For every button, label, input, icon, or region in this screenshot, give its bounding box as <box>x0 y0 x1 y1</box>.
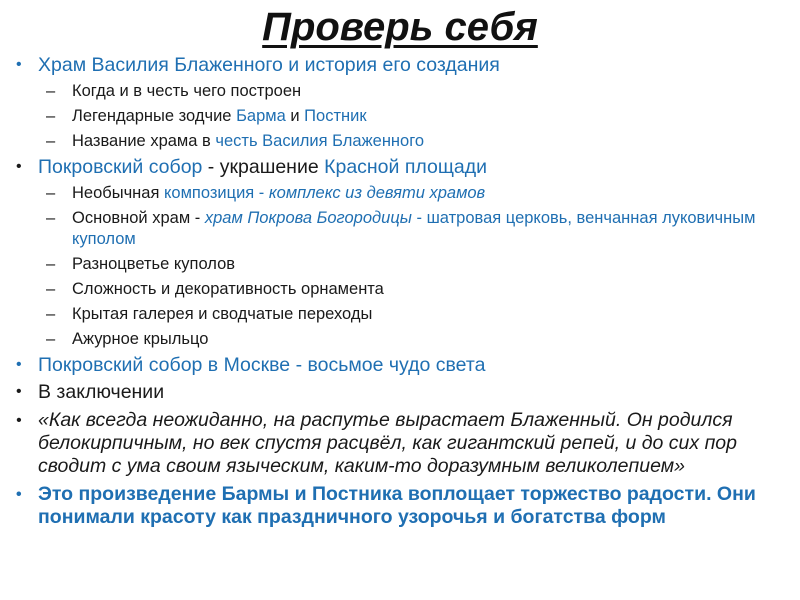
bullet-marker: • <box>16 412 22 429</box>
sub-item-main-church <box>14 208 784 250</box>
highlight-text: честь Василия Блаженного <box>215 132 425 150</box>
sub-item-composition <box>14 183 784 204</box>
sub-item-gallery <box>14 304 784 325</box>
bullet-text: Покровский собор в Москве - восьмое чудо света <box>38 354 486 376</box>
sub-item-text: Название храма в <box>72 132 216 150</box>
bullet-text: - украшение <box>202 156 325 178</box>
highlight-text: - шатровая церковь, венчанная луковичным куполом <box>72 209 756 248</box>
sub-item-text: Сложность и декоративность орнамента <box>72 280 384 298</box>
sub-item-when-built <box>14 81 784 102</box>
highlight-text: композиция - <box>163 184 269 202</box>
sub-item-porch <box>14 329 784 350</box>
highlight-text: Покровский собор <box>38 156 203 178</box>
bullet-item-conclusion <box>14 380 784 404</box>
sub-item-text: Разноцветье куполов <box>72 255 236 273</box>
dash-marker: – <box>46 209 56 227</box>
bullet-item-quote <box>14 409 784 478</box>
bullet-item-final <box>14 483 784 529</box>
bullet-text: Храм Василия Блаженного и история его создания <box>38 54 500 76</box>
dash-marker: – <box>46 132 56 150</box>
sub-item-text: Легендарные зодчие <box>72 107 237 125</box>
sub-item-text: Когда и в честь чего построен <box>72 82 302 100</box>
highlight-italic-text: храм Покрова Богородицы <box>204 209 412 227</box>
sub-item-text: Крытая галерея и сводчатые переходы <box>72 305 373 323</box>
bullet-text: Это произведение Бармы и Постника воплощает торжество радости. Они понимали красоту как праздничного узорочья и богатства форм <box>38 483 756 528</box>
dash-marker: – <box>46 184 56 202</box>
sub-item-architects <box>14 106 784 127</box>
quote-text: «Как всегда неожиданно, на распутье вырастает Блаженный. Он родился белокирпичным, но век спустя расцвёл, как гигантский репей, и до сих пор сводит с ума своим языческим, каким-то доразумным великолепием» <box>38 409 737 477</box>
highlight-italic-text: комплекс из девяти храмов <box>268 184 486 202</box>
dash-marker: – <box>46 330 56 348</box>
architect-barma: Барма <box>236 107 286 125</box>
bullet-item-pokrovsky <box>14 155 784 179</box>
bullet-marker: • <box>16 356 22 373</box>
dash-marker: – <box>46 107 56 125</box>
dash-marker: – <box>46 280 56 298</box>
slide-title: Проверь себя <box>262 5 538 49</box>
sub-item-text: Ажурное крыльцо <box>72 330 209 348</box>
sub-item-ornament <box>14 279 784 300</box>
bullet-marker: • <box>16 486 22 503</box>
sub-item-text: и <box>285 107 305 125</box>
sub-item-text: Необычная <box>72 184 164 202</box>
bullet-item-history <box>14 53 784 77</box>
highlight-text: Красной площади <box>324 156 487 178</box>
dash-marker: – <box>46 305 56 323</box>
architect-postnik: Постник <box>304 107 367 125</box>
bullet-marker: • <box>16 158 22 175</box>
sub-item-domes <box>14 254 784 275</box>
bullet-item-wonder <box>14 353 784 377</box>
bullet-marker: • <box>16 383 22 400</box>
dash-marker: – <box>46 82 56 100</box>
bullet-list <box>14 50 784 529</box>
sub-item-name-origin <box>14 131 784 152</box>
sub-item-text: Основной храм - <box>72 209 205 227</box>
bullet-text: В заключении <box>38 381 165 403</box>
dash-marker: – <box>46 255 56 273</box>
bullet-marker: • <box>16 56 22 73</box>
